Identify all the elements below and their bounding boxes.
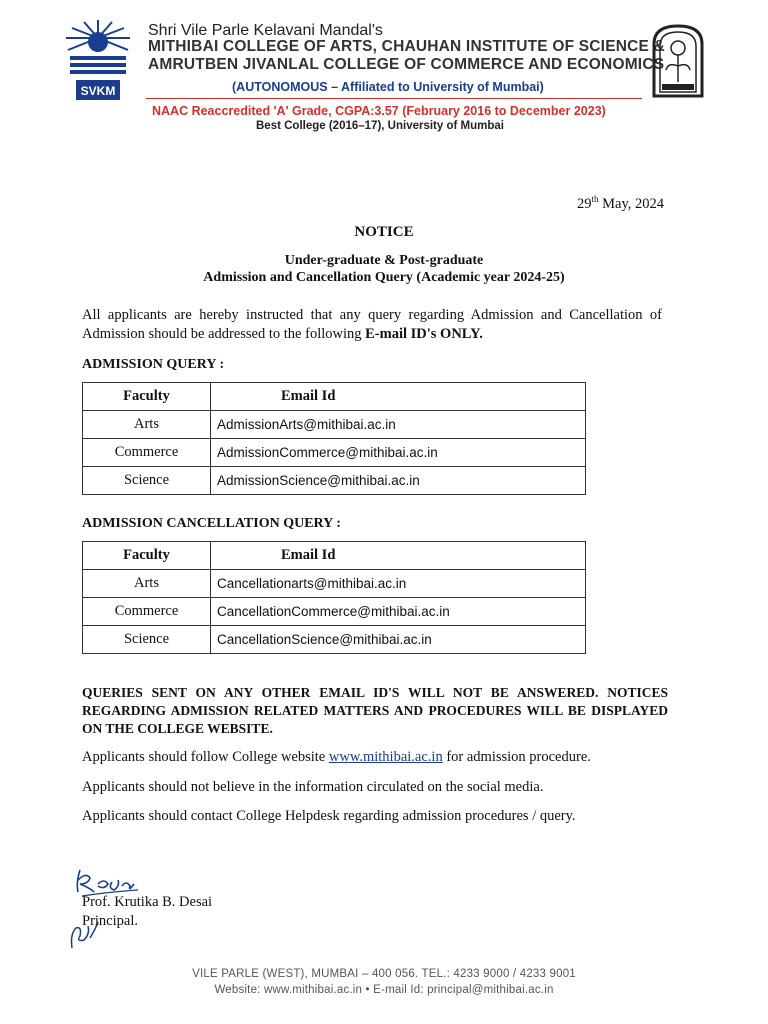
faculty-cell: Commerce bbox=[83, 439, 211, 467]
faculty-cell: Commerce bbox=[83, 598, 211, 626]
footer-address: VILE PARLE (WEST), MUMBAI – 400 056. TEL.: 4233 9000 / 4233 9001 bbox=[192, 968, 576, 980]
notice-title: NOTICE bbox=[354, 224, 414, 240]
signatory-name: Prof. Krutika B. Desai bbox=[82, 894, 213, 910]
autonomous-affiliation: (AUTONOMOUS – Affiliated to University of Mumbai) bbox=[232, 80, 544, 94]
table-row bbox=[83, 570, 586, 598]
table-row bbox=[83, 439, 586, 467]
faculty-cell: Arts bbox=[83, 411, 211, 439]
cancellation-query-table bbox=[82, 541, 586, 654]
email-cell: CancellationCommerce@mithibai.ac.in bbox=[211, 598, 586, 626]
svkm-logo bbox=[64, 18, 132, 104]
trust-name: Shri Vile Parle Kelavani Mandal's bbox=[148, 22, 383, 39]
cancellation-query-heading: ADMISSION CANCELLATION QUERY : bbox=[82, 516, 341, 531]
table-row bbox=[83, 467, 586, 495]
email-column-header: Email Id bbox=[211, 383, 586, 411]
header-divider bbox=[146, 98, 642, 99]
email-cell: Cancellationarts@mithibai.ac.in bbox=[211, 570, 586, 598]
email-cell: CancellationScience@mithibai.ac.in bbox=[211, 626, 586, 654]
notice-date: 29th May, 2024 bbox=[576, 194, 664, 212]
footer-contact: Website: www.mithibai.ac.in • E-mail Id: principal@mithibai.ac.in bbox=[214, 984, 554, 996]
notice-subtitle: Under-graduate & Post-graduate bbox=[284, 253, 484, 268]
svkm-logo-text: SVKM bbox=[80, 84, 116, 98]
college-name-line1: MITHIBAI COLLEGE OF ARTS, CHAUHAN INSTITUTE OF SCIENCE & bbox=[148, 38, 665, 55]
signatory-role: Principal. bbox=[82, 913, 138, 929]
email-cell: AdmissionCommerce@mithibai.ac.in bbox=[211, 439, 586, 467]
admission-query-table bbox=[82, 382, 586, 495]
instruction-helpdesk: Applicants should contact College Helpdesk regarding admission procedures / query. bbox=[82, 808, 576, 824]
best-college-award: Best College (2016–17), University of Mumbai bbox=[256, 120, 504, 132]
warning-notice: QUERIES SENT ON ANY OTHER EMAIL ID'S WILL NOT BE ANSWERED. NOTICES REGARDING ADMISSION RELATED MATTERS AND PROCEDURES WILL BE DISPLAYED ON THE COLLEGE WEBSITE. bbox=[82, 685, 668, 736]
college-crest-icon bbox=[648, 22, 708, 100]
naac-accreditation: NAAC Reaccredited 'A' Grade, CGPA:3.57 (February 2016 to December 2023) bbox=[152, 104, 606, 118]
faculty-cell: Arts bbox=[83, 570, 211, 598]
table-header-row bbox=[83, 383, 586, 411]
instruction-website: Applicants should follow College website www.mithibai.ac.in for admission procedure. bbox=[82, 749, 591, 765]
email-cell: AdmissionScience@mithibai.ac.in bbox=[211, 467, 586, 495]
table-header-row bbox=[83, 542, 586, 570]
faculty-cell: Science bbox=[83, 467, 211, 495]
email-cell: AdmissionArts@mithibai.ac.in bbox=[211, 411, 586, 439]
instruction-social-media: Applicants should not believe in the information circulated on the social media. bbox=[82, 779, 544, 795]
college-website-link[interactable]: www.mithibai.ac.in bbox=[328, 749, 443, 765]
notice-subject: Admission and Cancellation Query (Academic year 2024-25) bbox=[203, 270, 565, 285]
admission-query-heading: ADMISSION QUERY : bbox=[82, 357, 225, 372]
faculty-column-header: Faculty bbox=[83, 542, 211, 570]
intro-paragraph: All applicants are hereby instructed that any query regarding Admission and Cancellation of Admission should be addressed to the following E-mail ID's ONLY. bbox=[82, 307, 662, 342]
table-row bbox=[83, 626, 586, 654]
faculty-cell: Science bbox=[83, 626, 211, 654]
table-row bbox=[83, 598, 586, 626]
faculty-column-header: Faculty bbox=[83, 383, 211, 411]
email-column-header: Email Id bbox=[211, 542, 586, 570]
college-name-line2: AMRUTBEN JIVANLAL COLLEGE OF COMMERCE AND ECONOMICS bbox=[148, 56, 665, 73]
table-row bbox=[83, 411, 586, 439]
